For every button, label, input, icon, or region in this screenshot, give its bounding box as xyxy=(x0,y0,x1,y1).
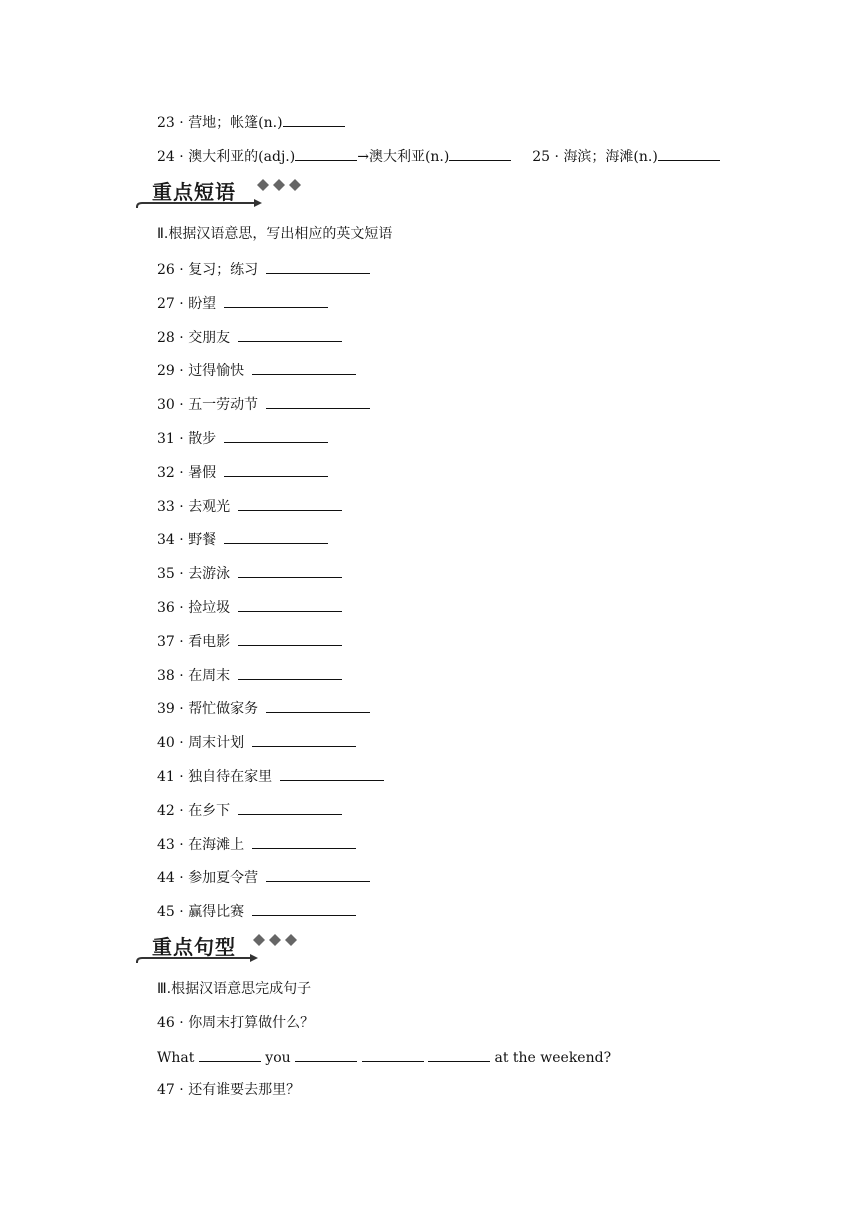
item-number: 23 xyxy=(157,115,175,131)
item-prompt: 赢得比赛 xyxy=(188,904,245,920)
sentence-word: What xyxy=(157,1050,195,1066)
phrase-item-27 xyxy=(157,294,328,313)
section-heading-sentences: Ⅲ.根据汉语意思完成句子 xyxy=(157,981,312,997)
separator: · xyxy=(174,904,189,920)
answer-blank[interactable] xyxy=(266,699,370,713)
separator: · xyxy=(174,1015,189,1031)
separator: · xyxy=(174,634,189,650)
banner-title: 重点短语 xyxy=(152,180,236,204)
answer-blank[interactable] xyxy=(238,497,342,511)
item-prompt: 参加夏令营 xyxy=(188,870,259,886)
phrase-item-43 xyxy=(157,835,356,854)
phrase-item-32 xyxy=(157,463,328,482)
answer-blank[interactable] xyxy=(238,632,342,646)
item-prompt: 野餐 xyxy=(188,532,217,548)
item-number: 36 xyxy=(157,600,175,616)
answer-blank[interactable] xyxy=(252,835,356,849)
item-number: 38 xyxy=(157,668,175,684)
separator: · xyxy=(174,363,189,379)
item-number: 27 xyxy=(157,296,175,312)
item-prompt: 暑假 xyxy=(188,465,217,481)
phrase-item-38 xyxy=(157,666,342,685)
diamonds-icon xyxy=(252,933,302,953)
item-prompt: 捡垃圾 xyxy=(188,600,231,616)
item-number: 28 xyxy=(157,330,175,346)
item-prompt: 在周末 xyxy=(188,668,231,684)
answer-blank[interactable] xyxy=(283,113,345,127)
phrase-item-29 xyxy=(157,361,356,380)
item-number: 35 xyxy=(157,566,175,582)
separator: · xyxy=(550,149,564,165)
item-number: 42 xyxy=(157,803,175,819)
item-number: 41 xyxy=(157,769,175,785)
answer-blank[interactable] xyxy=(252,902,356,916)
item-prompt: 去游泳 xyxy=(188,566,231,582)
item-prompt: 五一劳动节 xyxy=(188,397,259,413)
separator: · xyxy=(174,431,189,447)
separator: · xyxy=(174,296,189,312)
separator: · xyxy=(174,870,189,886)
answer-blank[interactable] xyxy=(295,147,357,161)
item-number: 31 xyxy=(157,431,175,447)
separator: · xyxy=(174,1082,189,1098)
answer-blank[interactable] xyxy=(224,463,328,477)
item-prompt: 散步 xyxy=(188,431,217,447)
item-number: 32 xyxy=(157,465,175,481)
answer-blank[interactable] xyxy=(238,801,342,815)
answer-blank[interactable] xyxy=(224,530,328,544)
item-prompt: 营地；帐篷(n.) xyxy=(188,115,283,131)
item-prompt: 澳大利亚(n.) xyxy=(368,149,450,165)
answer-blank[interactable] xyxy=(238,328,342,342)
answer-blank[interactable] xyxy=(428,1048,490,1062)
banner-title: 重点句型 xyxy=(152,935,236,959)
item-number: 34 xyxy=(157,532,175,548)
item-number: 30 xyxy=(157,397,175,413)
item-prompt: 在海滩上 xyxy=(188,837,245,853)
separator: · xyxy=(174,701,189,717)
phrase-item-44 xyxy=(157,868,370,887)
separator: · xyxy=(174,566,189,582)
item-number: 37 xyxy=(157,634,175,650)
section-heading-phrases: Ⅱ.根据汉语意思，写出相应的英文短语 xyxy=(157,226,393,242)
phrase-item-41 xyxy=(157,767,384,786)
phrase-item-37 xyxy=(157,632,342,651)
section-banner-sentences xyxy=(134,931,334,971)
phrase-item-36 xyxy=(157,598,342,617)
answer-blank[interactable] xyxy=(280,767,384,781)
sentence-word: you xyxy=(265,1050,291,1066)
item-prompt: 看电影 xyxy=(188,634,231,650)
item-prompt: 帮忙做家务 xyxy=(188,701,259,717)
separator: · xyxy=(174,600,189,616)
phrase-item-35 xyxy=(157,564,342,583)
answer-blank[interactable] xyxy=(224,429,328,443)
item-number: 40 xyxy=(157,735,175,751)
separator: · xyxy=(174,499,189,515)
item-prompt: 盼望 xyxy=(188,296,217,312)
answer-blank[interactable] xyxy=(199,1048,261,1062)
separator: · xyxy=(174,735,189,751)
item-number: 26 xyxy=(157,262,175,278)
item-number: 25 xyxy=(532,149,551,165)
phrase-item-42 xyxy=(157,801,342,820)
item-prompt: 独自待在家里 xyxy=(188,769,273,785)
phrase-item-31 xyxy=(157,429,328,448)
item-prompt: 还有谁要去那里？ xyxy=(188,1082,301,1098)
separator: · xyxy=(174,668,189,684)
item-number: 44 xyxy=(157,870,175,886)
separator: · xyxy=(174,803,189,819)
item-prompt: 海滨；海滩(n.) xyxy=(563,149,658,165)
item-number: 39 xyxy=(157,701,175,717)
item-prompt: 在乡下 xyxy=(188,803,231,819)
answer-blank[interactable] xyxy=(295,1048,357,1062)
section-banner-phrases xyxy=(134,176,334,216)
item-prompt: 复习；练习 xyxy=(188,262,259,278)
separator: · xyxy=(174,149,189,165)
answer-blank[interactable] xyxy=(238,598,342,612)
sentence-item-46 xyxy=(157,1014,314,1032)
phrase-item-45 xyxy=(157,902,356,921)
phrase-item-39 xyxy=(157,699,370,718)
phrase-item-26 xyxy=(157,260,370,279)
item-prompt: 周末计划 xyxy=(188,735,245,751)
answer-blank[interactable] xyxy=(238,564,342,578)
item-prompt: 去观光 xyxy=(188,499,231,515)
phrase-item-30 xyxy=(157,395,370,414)
answer-blank[interactable] xyxy=(266,260,370,274)
answer-blank[interactable] xyxy=(252,733,356,747)
item-prompt: 过得愉快 xyxy=(188,363,245,379)
sentence-english-46 xyxy=(157,1048,611,1067)
answer-blank[interactable] xyxy=(266,868,370,882)
separator: · xyxy=(174,262,189,278)
item-number: 47 xyxy=(157,1082,175,1098)
item-number: 45 xyxy=(157,904,175,920)
item-number: 33 xyxy=(157,499,175,515)
item-number: 43 xyxy=(157,837,175,853)
answer-blank[interactable] xyxy=(238,666,342,680)
phrase-item-28 xyxy=(157,328,342,347)
answer-blank[interactable] xyxy=(449,147,511,161)
diamonds-icon xyxy=(256,178,306,198)
answer-blank[interactable] xyxy=(362,1048,424,1062)
sentence-item-47 xyxy=(157,1081,300,1099)
vocab-item-24-25 xyxy=(157,147,720,166)
answer-blank[interactable] xyxy=(252,361,356,375)
separator: · xyxy=(174,115,189,131)
phrase-item-40 xyxy=(157,733,356,752)
answer-blank[interactable] xyxy=(658,147,720,161)
answer-blank[interactable] xyxy=(224,294,328,308)
item-prompt: 交朋友 xyxy=(188,330,231,346)
separator: · xyxy=(174,465,189,481)
answer-blank[interactable] xyxy=(266,395,370,409)
sentence-word: at the weekend? xyxy=(494,1050,612,1066)
item-prompt: 你周末打算做什么？ xyxy=(188,1015,315,1031)
separator: · xyxy=(174,837,189,853)
item-number: 24 xyxy=(157,149,175,165)
separator: · xyxy=(174,532,189,548)
separator: · xyxy=(174,397,189,413)
item-prompt: 澳大利亚的(adj.) xyxy=(188,149,296,165)
separator: · xyxy=(174,330,189,346)
arrow-icon: → xyxy=(357,149,369,165)
item-number: 29 xyxy=(157,363,175,379)
phrase-item-33 xyxy=(157,497,342,516)
item-number: 46 xyxy=(157,1015,175,1031)
separator: · xyxy=(174,769,189,785)
phrase-item-34 xyxy=(157,530,328,549)
vocab-item-23 xyxy=(157,113,345,132)
